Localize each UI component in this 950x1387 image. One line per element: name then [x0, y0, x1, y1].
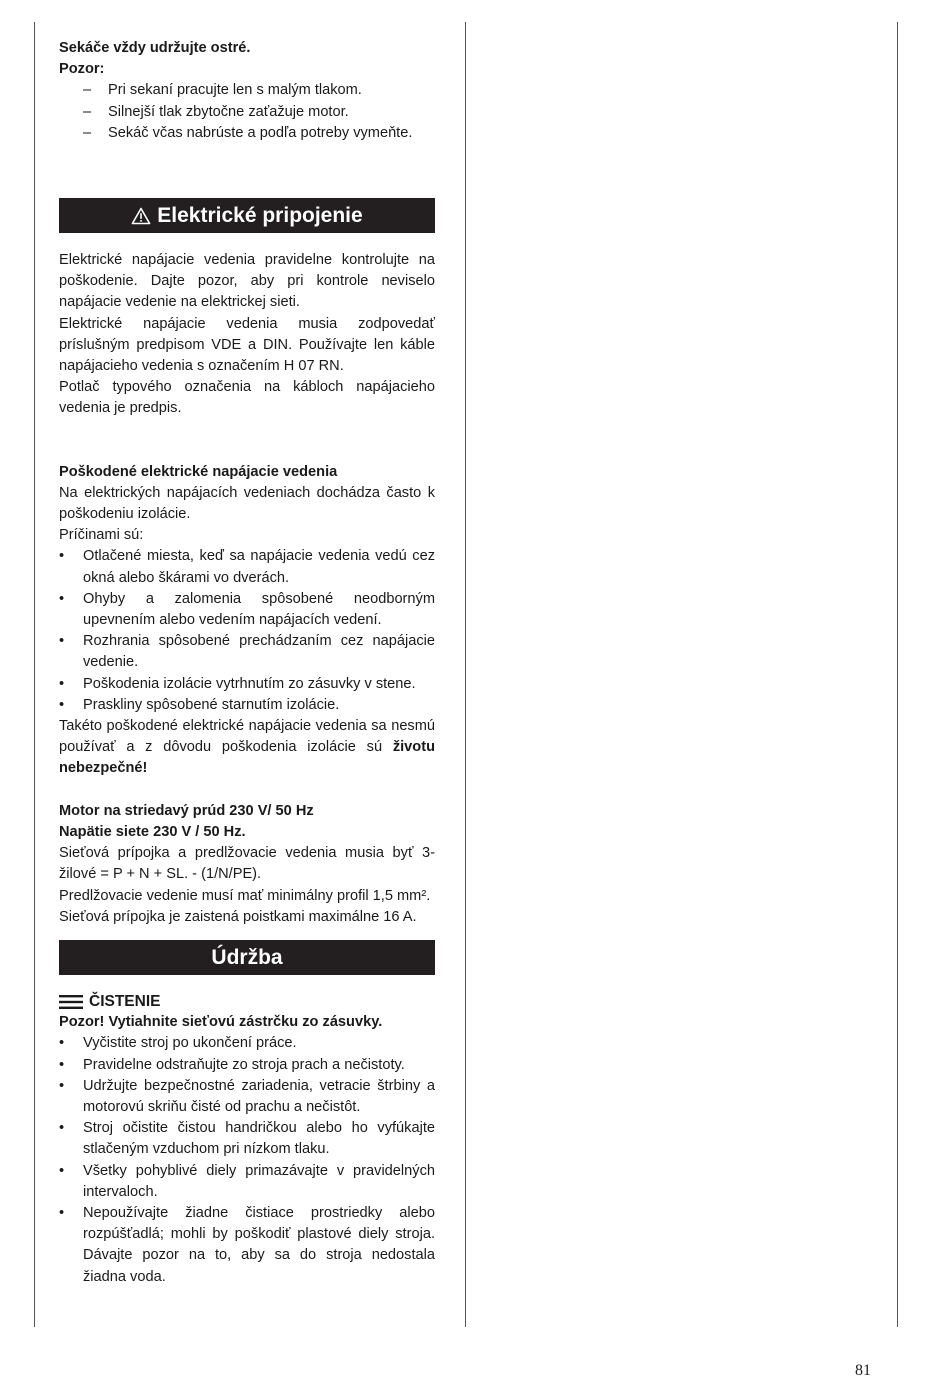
bullet-marker: •: [59, 548, 65, 565]
list-item: • Otlačené miesta, keď sa napájacie vedenia vedú cez okná alebo škárami vo dverách.: [59, 548, 435, 586]
intro-section: [59, 38, 435, 144]
list-item: • Stroj očistite čistou handričkou alebo ho vyfúkajte stlačeným vzduchom pri nízkom tlaku.: [59, 1120, 435, 1158]
dash-marker: –: [83, 124, 92, 141]
unplug-warning: Pozor! Vytiahnite sieťovú zástrčku zo zásuvky.: [59, 1014, 383, 1031]
bullet-marker: •: [59, 1120, 65, 1137]
bullet-marker: •: [59, 1077, 65, 1094]
intro-caution-label: Pozor:: [59, 61, 105, 78]
paragraph: Elektrické napájacie vedenia pravidelne kontrolujte na poškodenie. Dajte pozor, aby pri kontrole neviselo napájacie vedenie na elektrickej sieti.: [59, 252, 435, 311]
dash-marker: –: [83, 103, 92, 120]
electrical-connection-heading: Elektrické pripojenie: [59, 198, 435, 233]
right-margin-rule: [897, 22, 898, 1327]
dash-marker: –: [83, 82, 92, 99]
damaged-cables-section: [59, 462, 435, 780]
bullet-marker: •: [59, 1162, 65, 1179]
paragraph: Predlžovacie vedenie musí mať minimálny profil 1,5 mm².: [59, 887, 431, 904]
list-item: • Udržujte bezpečnostné zariadenia, vetracie štrbiny a motorovú skriňu čisté od prachu a nečistôt.: [59, 1077, 435, 1115]
left-column: [59, 38, 435, 1288]
electrical-section: [59, 250, 435, 420]
list-item: – Pri sekaní pracujte len s malým tlakom.: [59, 80, 435, 101]
cleaning-subheading: ČISTENIE: [59, 991, 435, 1012]
bullet-marker: •: [59, 696, 65, 713]
danger-paragraph: Takéto poškodené elektrické napájacie vedenia sa nesmú používať a z dôvodu poškodenia izolácie sú životu nebezpečné!: [59, 718, 435, 777]
causes-list: [59, 546, 435, 716]
list-item: • Poškodenia izolácie vytrhnutím zo zásuvky v stene.: [59, 674, 435, 695]
list-item: • Nepoužívajte žiadne čistiace prostriedky alebo rozpúšťadlá; mohli by poškodiť plastové diely stroja. Dávajte pozor na to, aby sa do stroja nedostala žiadna voda.: [59, 1204, 435, 1285]
list-item: • Rozhrania spôsobené prechádzaním cez napájacie vedenie.: [59, 633, 435, 671]
section-title: Poškodené elektrické napájacie vedenia: [59, 463, 338, 480]
intro-line: Sekáče vždy udržujte ostré.: [59, 40, 251, 56]
page-number: 81: [855, 1362, 871, 1379]
motor-section: [59, 801, 435, 928]
paragraph: Na elektrických napájacích vedeniach dochádza často k poškodeniu izolácie.: [59, 484, 435, 523]
intro-dash-list: [59, 80, 435, 144]
paragraph: Potlač typového označenia na kábloch napájacieho vedenia je predpis.: [59, 379, 435, 417]
paragraph: Príčinami sú:: [59, 527, 144, 544]
list-item: • Pravidelne odstraňujte zo stroja prach a nečistoty.: [59, 1055, 435, 1076]
cleaning-section: [59, 991, 435, 1288]
paragraph: Sieťová prípojka a predlžovacie vedenia musia byť 3-žilové = P + N + SL. - (1/N/PE).: [59, 845, 435, 883]
warning-triangle-icon: [131, 207, 151, 225]
maintenance-heading: Údržba: [59, 940, 435, 975]
list-item: • Ohyby a zalomenia spôsobené neodborným upevnením alebo vedením napájacích vedení.: [59, 590, 435, 629]
list-item: – Silnejší tlak zbytočne zaťažuje motor.: [59, 102, 435, 123]
list-item: – Sekáč včas nabrúste a podľa potreby vymeňte.: [59, 123, 435, 144]
list-item: • Praskliny spôsobené starnutím izolácie.: [59, 695, 435, 716]
cleaning-list: [59, 1033, 435, 1287]
paragraph: Elektrické napájacie vedenia musia zodpovedať príslušným predpisom VDE a DIN. Používajte len káble napájacieho vedenia s označením H 07 RN.: [59, 315, 435, 375]
bullet-marker: •: [59, 1035, 65, 1052]
section-title: Motor na striedavý prúd 230 V/ 50 Hz: [59, 802, 314, 819]
list-item: • Vyčistite stroj po ukončení práce.: [59, 1033, 435, 1054]
list-item: • Všetky pohyblivé diely primazávajte v pravidelných intervaloch.: [59, 1162, 435, 1200]
bullet-marker: •: [59, 1204, 65, 1221]
bullet-marker: •: [59, 633, 65, 650]
bullet-marker: •: [59, 590, 65, 607]
cleaning-lines-icon: [59, 995, 83, 1009]
center-column-rule: [465, 22, 466, 1327]
bullet-marker: •: [59, 675, 65, 692]
section-subtitle: Napätie siete 230 V / 50 Hz.: [59, 823, 246, 840]
paragraph: Sieťová prípojka je zaistená poistkami maximálne 16 A.: [59, 908, 417, 925]
left-margin-rule: [34, 22, 35, 1327]
bullet-marker: •: [59, 1056, 65, 1073]
